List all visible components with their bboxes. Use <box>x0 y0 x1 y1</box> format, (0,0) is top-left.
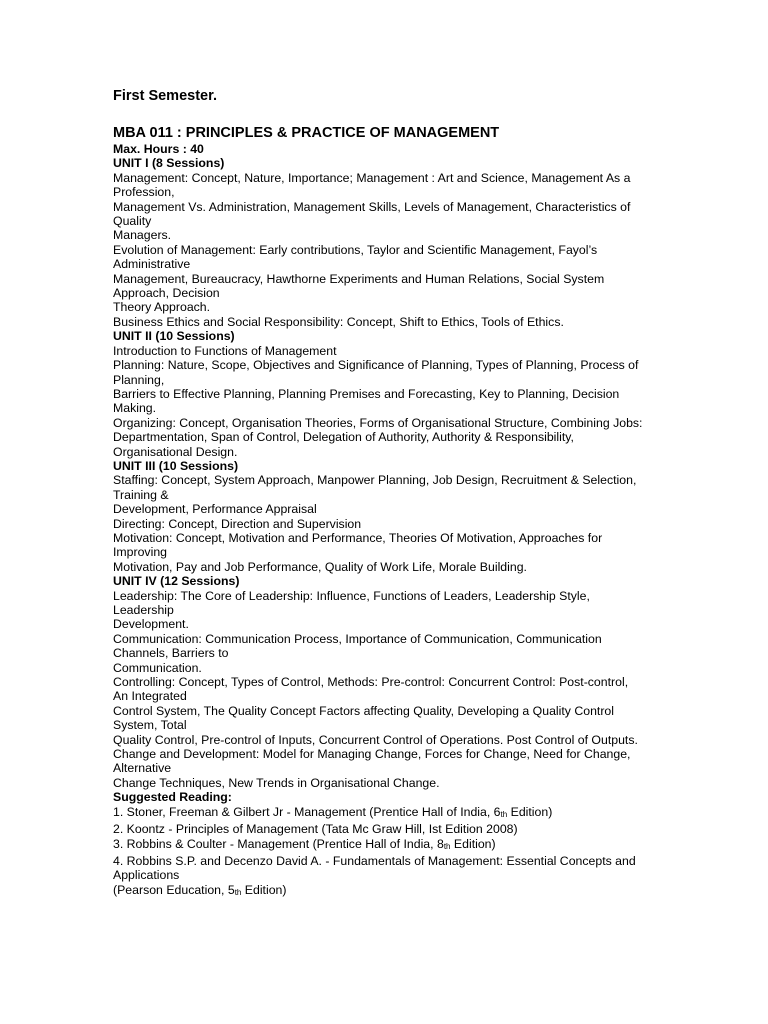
reading-item-text-end: Edition) <box>241 882 287 897</box>
unit-text-line: System, Total <box>113 718 187 733</box>
unit-text-line: Change and Development: Model for Managing Change, Forces for Change, Need for Change, <box>113 747 631 762</box>
max-hours: Max. Hours : 40 <box>113 142 204 156</box>
unit-text-line: Barriers to Effective Planning, Planning Premises and Forecasting, Key to Planning, Decision <box>113 386 620 401</box>
ordinal-suffix: th <box>443 841 451 851</box>
semester-heading: First Semester. <box>113 88 217 104</box>
ordinal-suffix: th <box>234 887 242 897</box>
unit-text-line: Administrative <box>113 257 191 272</box>
unit-section <box>113 574 658 790</box>
unit-text-line: Introduction to Functions of Management <box>113 343 337 358</box>
reading-item-text-end: Edition) <box>450 836 496 851</box>
unit-text-line: Management, Bureaucracy, Hawthorne Experiments and Human Relations, Social System <box>113 271 605 286</box>
unit-heading: UNIT I (8 Sessions) <box>113 156 225 171</box>
unit-text-line: Organizing: Concept, Organisation Theories, Forms of Organisational Structure, Combining Jobs: <box>113 415 643 430</box>
unit-text-line: Leadership <box>113 603 174 617</box>
unit-heading: UNIT IV (12 Sessions) <box>113 574 240 589</box>
reading-item-text: (Pearson Education, 5 <box>113 882 235 897</box>
reading-item-text: 1. Stoner, Freeman & Gilbert Jr - Management (Prentice Hall of India, 6 <box>113 804 501 819</box>
course-title: MBA 011 : PRINCIPLES & PRACTICE OF MANAGEMENT <box>113 125 500 141</box>
unit-text-line: Making. <box>113 401 157 416</box>
unit-text-line: Motivation, Pay and Job Performance, Quality of Work Life, Morale Building. <box>113 559 527 574</box>
reading-item <box>113 805 658 822</box>
unit-heading: UNIT III (10 Sessions) <box>113 458 239 473</box>
unit-text-line: Directing: Concept, Direction and Supervision <box>113 516 362 531</box>
unit-text-line: Managers. <box>113 228 172 243</box>
unit-text-line: Control System, The Quality Concept Factors affecting Quality, Developing a Quality Control <box>113 703 614 718</box>
unit-section <box>113 329 658 459</box>
reading-item-text: 3. Robbins & Coulter - Management (Prentice Hall of India, 8 <box>113 836 444 851</box>
unit-text-line: Alternative <box>113 761 172 776</box>
reading-item-text: 2. Koontz - Principles of Management (Tata Mc Graw Hill, Ist Edition 2008) <box>113 822 518 837</box>
reading-item-text-end: Edition) <box>507 804 553 819</box>
unit-section <box>113 459 658 574</box>
unit-text-line: Quality Control, Pre-control of Inputs, Concurrent Control of Operations. Post Control of Outputs. <box>113 732 638 747</box>
unit-text-line: Improving <box>113 545 167 560</box>
reading-item <box>113 822 658 836</box>
reading-item <box>113 883 658 900</box>
reading-item <box>113 868 658 882</box>
units-section <box>113 156 658 790</box>
suggested-reading-heading: Suggested Reading: <box>113 790 232 805</box>
unit-text-line: Approach, Decision <box>113 286 220 301</box>
unit-text-line: Staffing: Concept, System Approach, Manpower Planning, Job Design, Recruitment & Selection, <box>113 473 637 488</box>
unit-text-line: Theory Approach. <box>113 300 211 315</box>
unit-text-line: Development, Performance Appraisal <box>113 502 317 517</box>
unit-text-line: Training & <box>113 487 169 502</box>
unit-text-line: Planning, <box>113 372 165 387</box>
unit-text-line: Quality <box>113 214 152 229</box>
reading-item <box>113 837 658 854</box>
unit-text-line: Business Ethics and Social Responsibility: Concept, Shift to Ethics, Tools of Ethics. <box>113 314 564 329</box>
unit-text-line: Management Vs. Administration, Management Skills, Levels of Management, Characteristics of <box>113 199 631 214</box>
unit-text-line: Channels, Barriers to <box>113 646 229 661</box>
document-page <box>113 88 658 900</box>
reading-item-text: 4. Robbins S.P. and Decenzo David A. - Fundamentals of Management: Essential Concepts and <box>113 853 636 868</box>
unit-text-line: Leadership: The Core of Leadership: Influence, Functions of Leaders, Leadership Style, <box>113 588 590 603</box>
unit-text-line: Organisational Design. <box>113 444 238 459</box>
unit-text-line: Motivation: Concept, Motivation and Performance, Theories Of Motivation, Approaches for <box>113 530 603 545</box>
unit-text-line: Communication: Communication Process, Importance of Communication, Communication <box>113 631 602 646</box>
ordinal-suffix: th <box>500 809 508 819</box>
unit-text-line: Planning: Nature, Scope, Objectives and Significance of Planning, Types of Planning, Process of <box>113 358 639 373</box>
unit-section <box>113 156 658 329</box>
unit-text-line: An Integrated <box>113 689 187 704</box>
suggested-reading-list <box>113 805 658 900</box>
unit-text-line: Communication. <box>113 660 202 675</box>
unit-text-line: Management: Concept, Nature, Importance; Management : Art and Science, Management As a <box>113 170 631 185</box>
unit-text-line: Change Techniques, New Trends in Organisational Change. <box>113 775 440 790</box>
unit-text-line: Controlling: Concept, Types of Control, Methods: Pre-control: Concurrent Control: Post-control, <box>113 675 629 690</box>
unit-heading: UNIT II (10 Sessions) <box>113 329 235 344</box>
unit-text-line: Evolution of Management: Early contributions, Taylor and Scientific Management, Fayol’s <box>113 242 598 257</box>
unit-text-line: Profession, <box>113 185 175 200</box>
reading-item <box>113 854 658 868</box>
reading-item-text: Applications <box>113 868 180 883</box>
unit-text-line: Development. <box>113 617 189 632</box>
unit-text-line: Departmentation, Span of Control, Delegation of Authority, Authority & Responsibility, <box>113 430 574 445</box>
